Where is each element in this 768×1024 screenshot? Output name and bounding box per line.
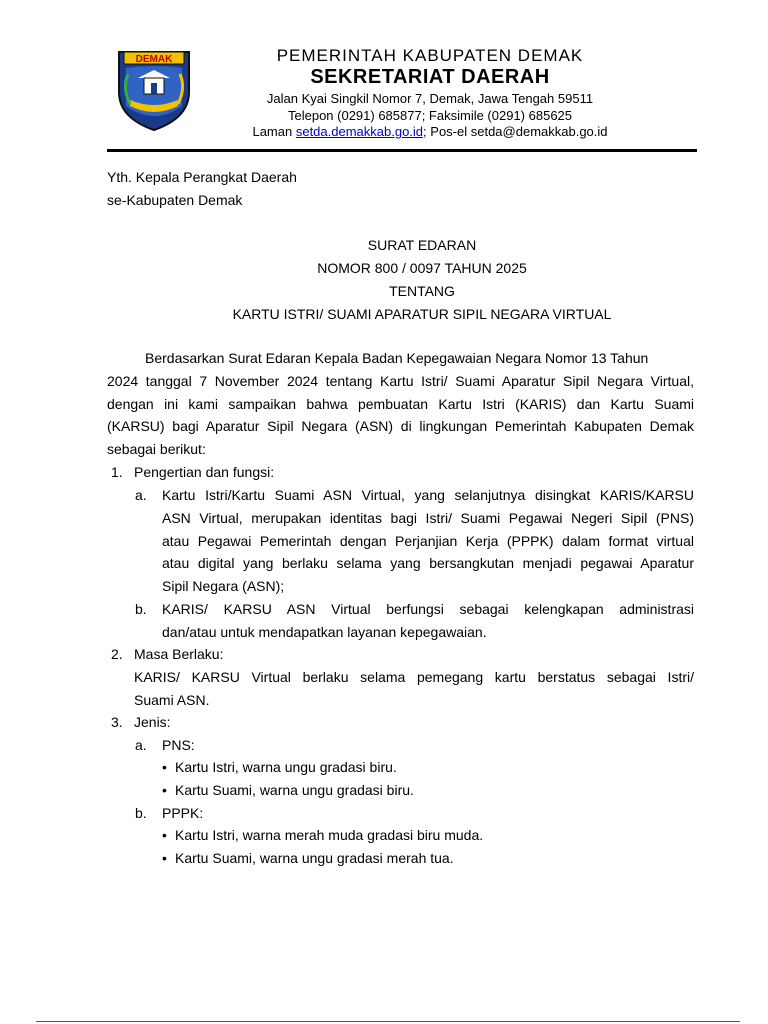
office-address: Jalan Kyai Singkil Nomor 7, Demak, Jawa Tengah 59511 (266, 91, 594, 106)
item-1-number: 1. (111, 464, 123, 480)
government-name: PEMERINTAH KABUPATEN DEMAK (276, 46, 584, 65)
item-3a-bullet-1: Kartu Istri, warna ungu gradasi biru. (175, 759, 397, 775)
item-3a-title: PNS: (162, 737, 195, 753)
email-text: ; Pos-el setda@demakkab.go.id (423, 124, 608, 139)
item-3-title: Jenis: (134, 714, 171, 730)
item-2-line-1: KARIS/ KARSU Virtual berlaku selama pemegang kartu berstatus sebagai Istri/ (134, 669, 694, 685)
intro-line-3: dengan ini kami sampaikan bahwa pembuatan Kartu Istri (KARIS) dan Kartu Suami (107, 396, 694, 412)
item-2-line-2: Suami ASN. (134, 692, 210, 708)
item-1a-line-4: atau digital yang berlaku selama yang bersangkutan menjadi pegawai Aparatur (162, 555, 694, 571)
item-3a-bullet-2: Kartu Suami, warna ungu gradasi biru. (175, 782, 414, 798)
letterhead-divider (107, 149, 697, 152)
recipient-line-2: se-Kabupaten Demak (107, 192, 243, 208)
letter-about-label: TENTANG (389, 283, 455, 299)
item-3b-bullet-2: Kartu Suami, warna ungu gradasi merah tua. (175, 850, 454, 866)
intro-line-1: Berdasarkan Surat Edaran Kepala Badan Kepegawaian Negara Nomor 13 Tahun (145, 350, 649, 366)
letter-type: SURAT EDARAN (367, 237, 477, 253)
item-1a-line-2: ASN Virtual, merupakan identitas bagi Istri/ Suami Pegawai Negeri Sipil (PNS) (162, 510, 694, 526)
page-bottom-edge (36, 1021, 740, 1022)
item-1a-label: a. (135, 487, 147, 503)
item-1b-label: b. (135, 601, 147, 617)
bullet-3a-2: • (162, 782, 167, 798)
office-contact (210, 124, 650, 139)
recipient-line-1: Yth. Kepala Perangkat Daerah (107, 169, 297, 185)
intro-line-5: sebagai berikut: (107, 441, 206, 457)
item-3b-bullet-1: Kartu Istri, warna merah muda gradasi biru muda. (175, 827, 484, 843)
letter-subject: KARTU ISTRI/ SUAMI APARATUR SIPIL NEGARA VIRTUAL (232, 306, 612, 322)
office-phone: Telepon (0291) 685877; Faksimile (0291) 685625 (287, 108, 573, 123)
intro-line-4: (KARSU) bagi Aparatur Sipil Negara (ASN) di lingkungan Pemerintah Kabupaten Demak (107, 418, 694, 434)
intro-line-2: 2024 tanggal 7 November 2024 tentang Kartu Istri/ Suami Aparatur Sipil Negara Virtual, (107, 373, 694, 389)
item-1b-line-2: dan/atau untuk mendapatkan layanan kepegawaian. (162, 624, 487, 640)
item-1a-line-5: Sipil Negara (ASN); (162, 578, 285, 594)
crest-lettering: DEMAK (135, 54, 173, 65)
item-3b-label: b. (135, 805, 147, 821)
item-1a-line-3: atau Pegawai Pemerintah dengan Perjanjian Kerja (PPPK) dalam format virtual (162, 533, 694, 549)
demak-regency-crest (116, 48, 192, 132)
item-1b-line-1: KARIS/ KARSU ASN Virtual berfungsi sebagai kelengkapan administrasi (162, 601, 694, 617)
item-1a-line-1: Kartu Istri/Kartu Suami ASN Virtual, yang selanjutnya disingkat KARIS/KARSU (162, 487, 694, 503)
letter-number: NOMOR 800 / 0097 TAHUN 2025 (317, 260, 527, 276)
bullet-3b-1: • (162, 827, 167, 843)
item-2-number: 2. (111, 646, 123, 662)
web-label: Laman (252, 124, 293, 139)
office-name: SEKRETARIAT DAERAH (310, 66, 550, 88)
bullet-3b-2: • (162, 850, 167, 866)
item-3-number: 3. (111, 714, 123, 730)
item-1-title: Pengertian dan fungsi: (134, 464, 275, 480)
item-3a-label: a. (135, 737, 147, 753)
website-link[interactable]: setda.demakkab.go.id (295, 124, 424, 139)
item-2-title: Masa Berlaku: (134, 646, 224, 662)
bullet-3a-1: • (162, 759, 167, 775)
item-3b-title: PPPK: (162, 805, 204, 821)
